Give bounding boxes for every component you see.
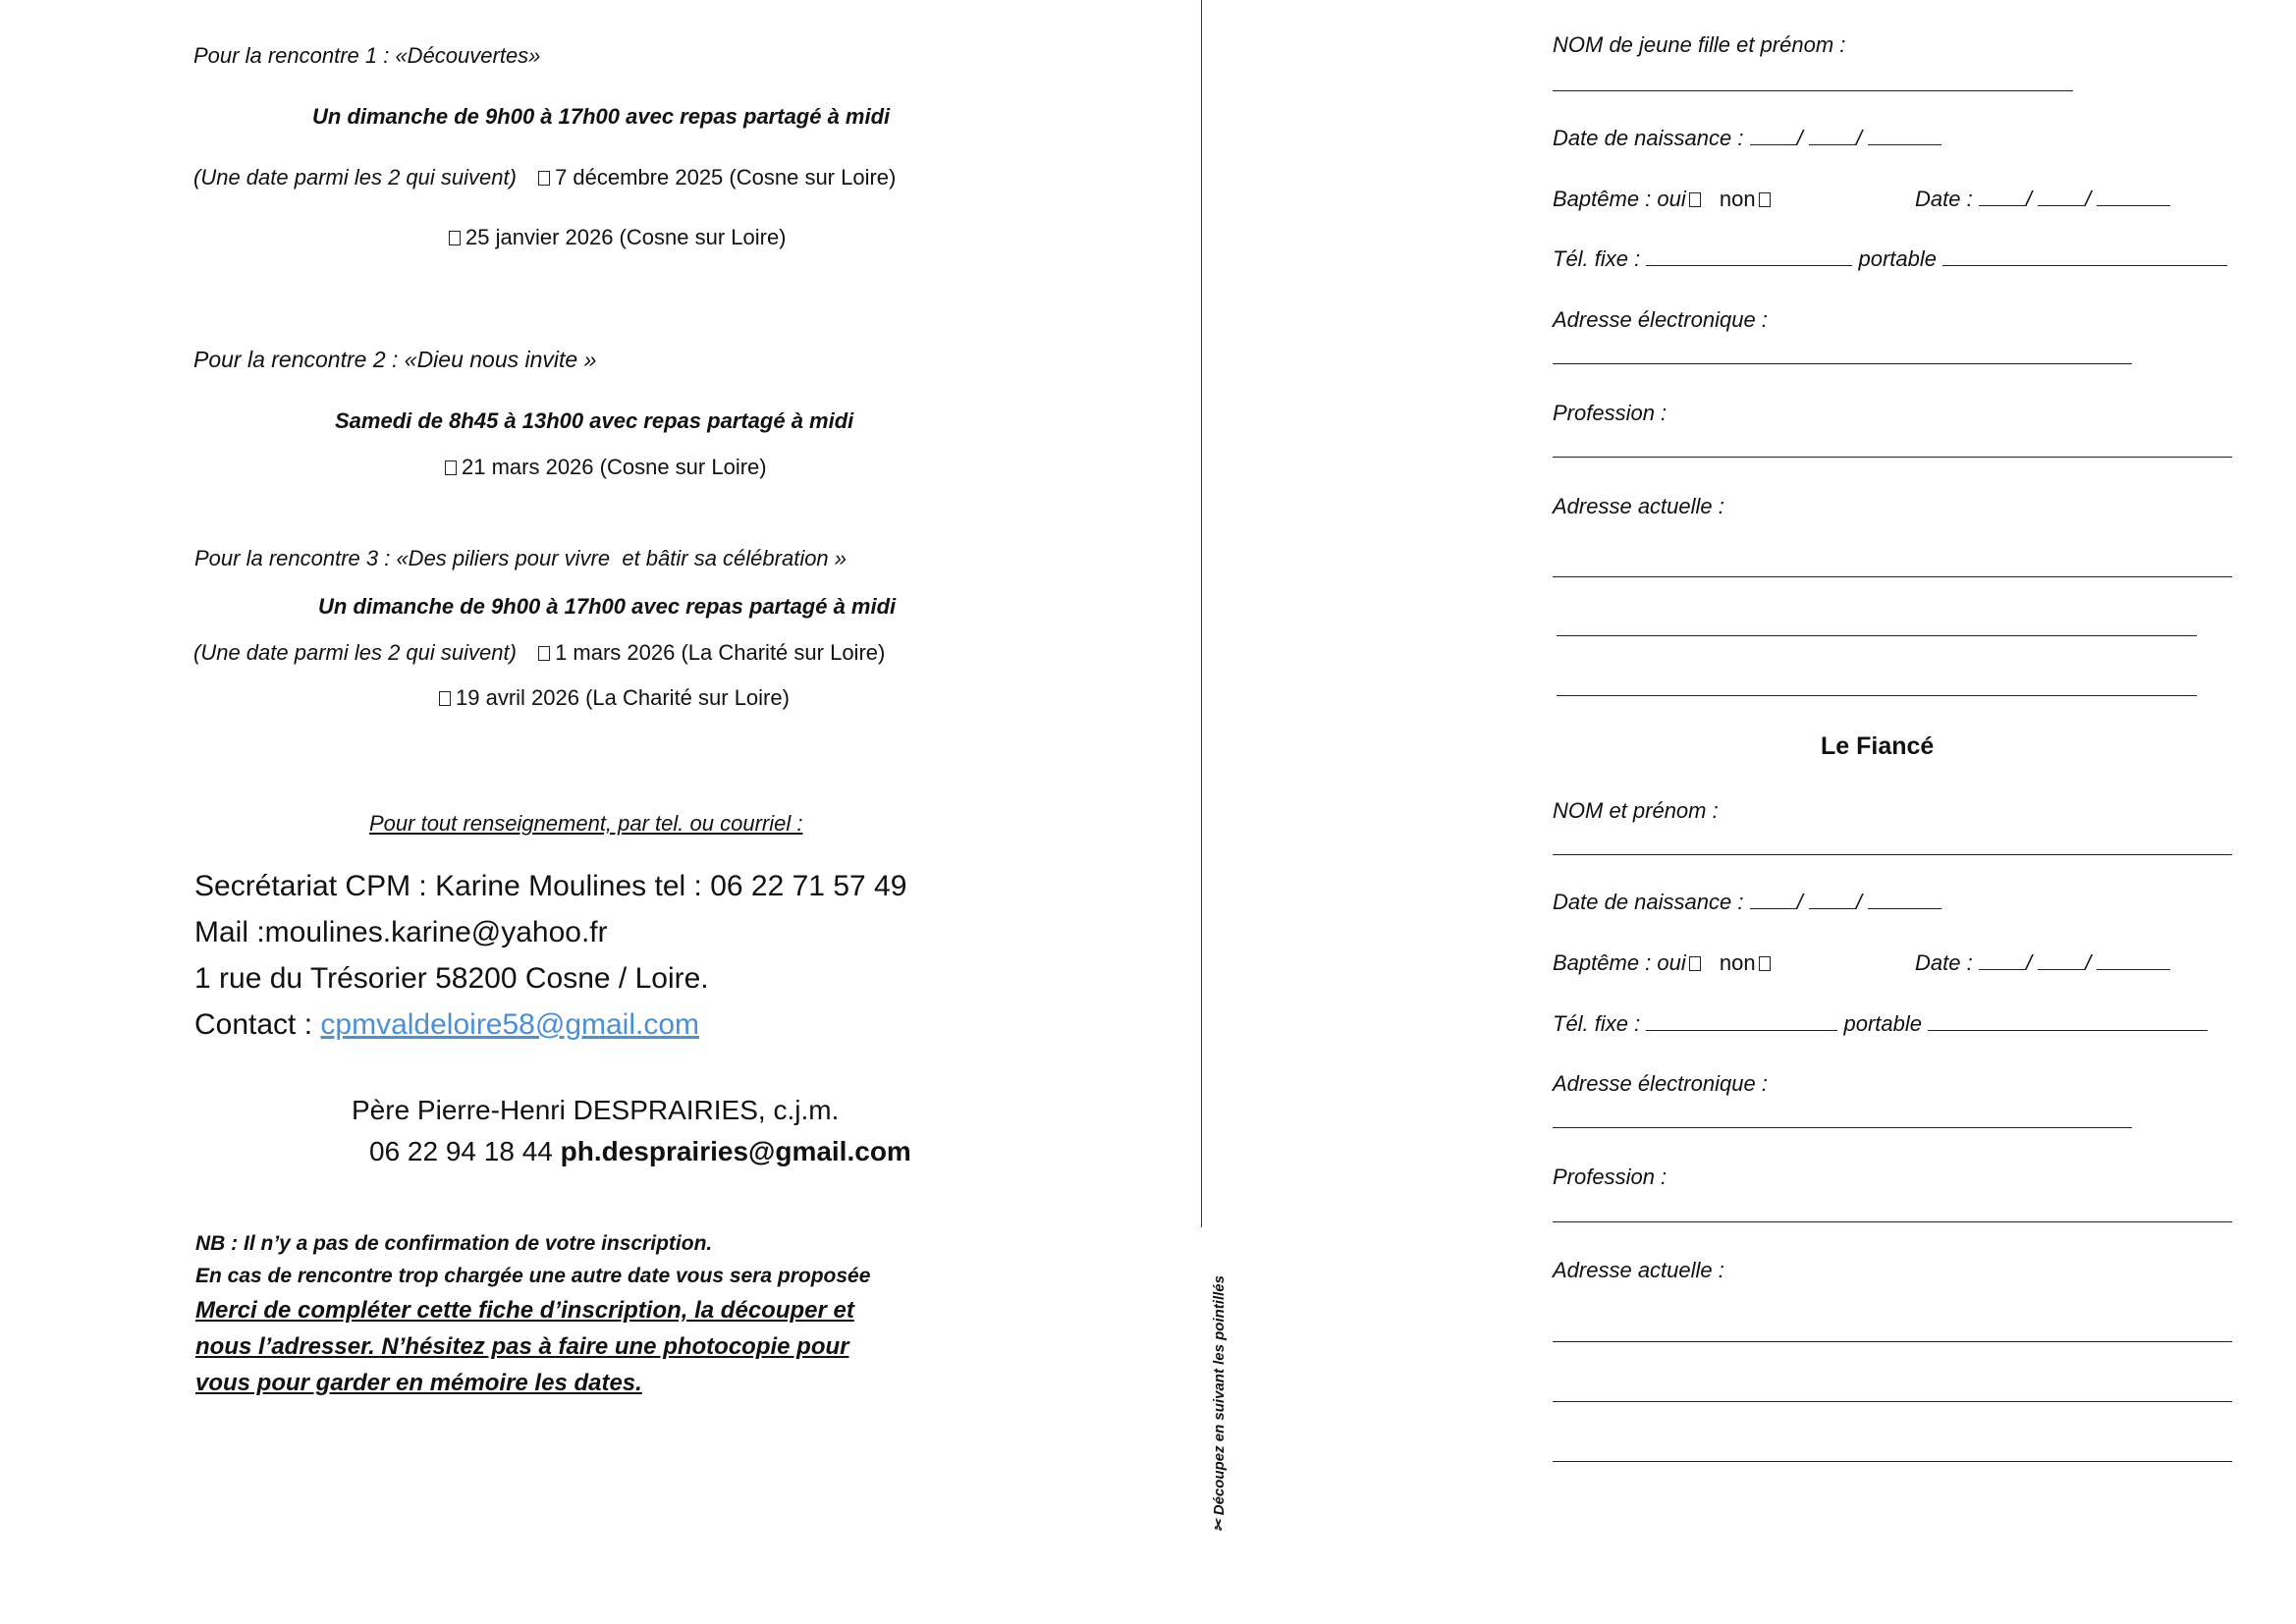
fiancee-baptism-row <box>1553 187 1776 212</box>
fiance-baptism-no-label: non <box>1719 950 1756 975</box>
fiancee-email-label: Adresse électronique : <box>1553 307 1768 332</box>
fiancee-baptism-day-field[interactable] <box>1979 189 2026 206</box>
meeting-3-dates-row <box>193 640 885 666</box>
meeting-1-date-1: 7 décembre 2025 (Cosne sur Loire) <box>555 165 897 189</box>
fiance-email-field[interactable] <box>1553 1127 2132 1128</box>
meeting-2-title: Pour la rencontre 2 : «Dieu nous invite » <box>193 347 597 372</box>
meeting-3-date-1: 1 mars 2026 (La Charité sur Loire) <box>555 640 886 665</box>
meeting-1-date-2: 25 janvier 2026 (Cosne sur Loire) <box>465 225 787 249</box>
nb-line-2: En cas de rencontre trop chargée une autre date vous sera proposée <box>195 1265 871 1287</box>
contact-email-link[interactable]: cpmvaldeloire58@gmail.com <box>320 1008 700 1041</box>
fiance-name-field[interactable] <box>1553 854 2232 855</box>
cut-line <box>1201 0 1202 1227</box>
meeting-3-date-2: 19 avril 2026 (La Charité sur Loire) <box>456 685 790 710</box>
meeting-3-date-2-row <box>436 685 790 711</box>
fiancee-baptism-label: Baptême : oui <box>1553 187 1686 211</box>
meeting-3-choice-note: (Une date parmi les 2 qui suivent) <box>193 640 517 665</box>
contact-heading: Pour tout renseignement, par tel. ou courriel : <box>369 811 803 836</box>
nb-line-5: vous pour garder en mémoire les dates. <box>195 1370 642 1396</box>
secretariat-line: Secrétariat CPM : Karine Moulines tel : 06 22 71 57 49 <box>194 870 907 902</box>
cut-instruction-text: Découpez en suivant les pointillés <box>1211 1275 1228 1516</box>
fiancee-baptism-year-field[interactable] <box>2097 189 2170 206</box>
checkbox-meeting-3-date-1[interactable] <box>538 646 550 661</box>
fiance-job-label: Profession : <box>1553 1164 1667 1189</box>
meeting-2-date-1-row <box>442 455 767 480</box>
nb-line-1: NB : Il n’y a pas de confirmation de votre inscription. <box>195 1232 713 1255</box>
meeting-2-date-1: 21 mars 2026 (Cosne sur Loire) <box>462 455 767 479</box>
contact-label: Contact : <box>194 1008 321 1041</box>
fiance-heading: Le Fiancé <box>1821 732 1935 760</box>
fiancee-birth-year-field[interactable] <box>1868 129 1941 145</box>
fiance-address-field-2[interactable] <box>1553 1401 2232 1402</box>
fiance-birth-row: Date de naissance : / / <box>1553 890 1941 915</box>
priest-email: ph.desprairies@gmail.com <box>560 1136 911 1166</box>
fiancee-mobile-label: portable <box>1858 246 1938 271</box>
fiance-job-field[interactable] <box>1553 1221 2232 1222</box>
priest-name: Père Pierre-Henri DESPRAIRIES, c.j.m. <box>352 1095 840 1125</box>
fiancee-job-field[interactable] <box>1553 457 2232 458</box>
fiance-baptism-date-label: Date : <box>1915 950 1973 975</box>
fiance-address-label: Adresse actuelle : <box>1553 1258 1724 1282</box>
fiance-address-field-1[interactable] <box>1553 1341 2232 1342</box>
meeting-1-dates-row <box>193 165 896 190</box>
fiance-email-label: Adresse électronique : <box>1553 1071 1768 1096</box>
priest-phone: 06 22 94 18 44 <box>369 1136 553 1166</box>
meeting-3-title <box>194 546 847 571</box>
contact-row <box>194 1008 699 1042</box>
fiance-birth-day-field[interactable] <box>1750 893 1797 909</box>
meeting-3-title-part-2: et bâtir sa célébration » <box>622 546 847 570</box>
fiance-baptism-no-checkbox[interactable] <box>1759 956 1771 971</box>
fiancee-address-field-3[interactable] <box>1557 695 2197 696</box>
fiance-baptism-month-field[interactable] <box>2038 953 2085 970</box>
fiancee-baptism-date-row: Date : / / <box>1915 187 2170 212</box>
fiancee-name-field[interactable] <box>1553 90 2073 91</box>
fiancee-address-field-2[interactable] <box>1557 635 2197 636</box>
fiancee-tel-field[interactable] <box>1646 249 1852 266</box>
nb-line-4: nous l’adresser. N’hésitez pas à faire une photocopie pour <box>195 1333 849 1360</box>
secretariat-address: 1 rue du Trésorier 58200 Cosne / Loire. <box>194 962 709 995</box>
fiancee-birth-day-field[interactable] <box>1750 129 1797 145</box>
meeting-1-schedule: Un dimanche de 9h00 à 17h00 avec repas partagé à midi <box>312 104 891 129</box>
scissors-icon: ✂ <box>1211 1519 1228 1532</box>
fiancee-address-field-1[interactable] <box>1553 576 2232 577</box>
fiancee-baptism-yes-checkbox[interactable] <box>1689 192 1701 207</box>
checkbox-meeting-1-date-1[interactable] <box>538 171 550 186</box>
meeting-1-date-2-row <box>446 225 787 250</box>
fiance-baptism-yes-checkbox[interactable] <box>1689 956 1701 971</box>
nb-line-3: Merci de compléter cette fiche d’inscription, la découper et <box>195 1297 854 1324</box>
fiancee-mobile-field[interactable] <box>1942 249 2227 266</box>
fiancee-birth-month-field[interactable] <box>1809 129 1856 145</box>
fiance-baptism-label: Baptême : oui <box>1553 950 1686 975</box>
fiance-birth-label: Date de naissance : <box>1553 890 1744 914</box>
fiance-birth-month-field[interactable] <box>1809 893 1856 909</box>
checkbox-meeting-2-date-1[interactable] <box>445 460 457 475</box>
secretariat-mail: Mail :moulines.karine@yahoo.fr <box>194 916 608 948</box>
checkbox-meeting-3-date-2[interactable] <box>439 691 451 706</box>
fiance-phone-row <box>1553 1011 2208 1037</box>
checkbox-meeting-1-date-2[interactable] <box>449 231 461 245</box>
fiancee-baptism-no-label: non <box>1719 187 1756 211</box>
fiance-birth-year-field[interactable] <box>1868 893 1941 909</box>
fiancee-name-label: NOM de jeune fille et prénom : <box>1553 32 1846 57</box>
fiancee-email-field[interactable] <box>1553 363 2132 364</box>
fiancee-address-label: Adresse actuelle : <box>1553 494 1724 518</box>
meeting-3-title-part-1: Pour la rencontre 3 : «Des piliers pour vivre <box>194 546 611 570</box>
fiancee-birth-label: Date de naissance : <box>1553 126 1744 150</box>
cut-instruction <box>1210 1275 1228 1532</box>
fiancee-birth-row: Date de naissance : / / <box>1553 126 1941 151</box>
fiancee-tel-label: Tél. fixe : <box>1553 246 1641 271</box>
fiance-mobile-label: portable <box>1843 1011 1923 1036</box>
meeting-3-schedule: Un dimanche de 9h00 à 17h00 avec repas partagé à midi <box>318 594 897 619</box>
fiancee-baptism-date-label: Date : <box>1915 187 1973 211</box>
fiance-name-label: NOM et prénom : <box>1553 798 1719 823</box>
fiance-address-field-3[interactable] <box>1553 1461 2232 1462</box>
fiance-baptism-day-field[interactable] <box>1979 953 2026 970</box>
fiance-baptism-row <box>1553 950 1776 976</box>
fiance-mobile-field[interactable] <box>1928 1014 2208 1031</box>
fiance-tel-field[interactable] <box>1646 1014 1837 1031</box>
fiancee-baptism-month-field[interactable] <box>2038 189 2085 206</box>
fiance-baptism-year-field[interactable] <box>2097 953 2170 970</box>
meeting-1-title: Pour la rencontre 1 : «Découvertes» <box>193 43 541 68</box>
meeting-1-choice-note: (Une date parmi les 2 qui suivent) <box>193 165 517 189</box>
meeting-2-schedule: Samedi de 8h45 à 13h00 avec repas partagé à midi <box>335 408 854 433</box>
fiancee-job-label: Profession : <box>1553 401 1667 425</box>
priest-contact-row <box>369 1136 911 1167</box>
fiancee-phone-row <box>1553 246 2227 272</box>
fiancee-baptism-no-checkbox[interactable] <box>1759 192 1771 207</box>
fiance-tel-label: Tél. fixe : <box>1553 1011 1641 1036</box>
fiance-baptism-date-row: Date : / / <box>1915 950 2170 976</box>
